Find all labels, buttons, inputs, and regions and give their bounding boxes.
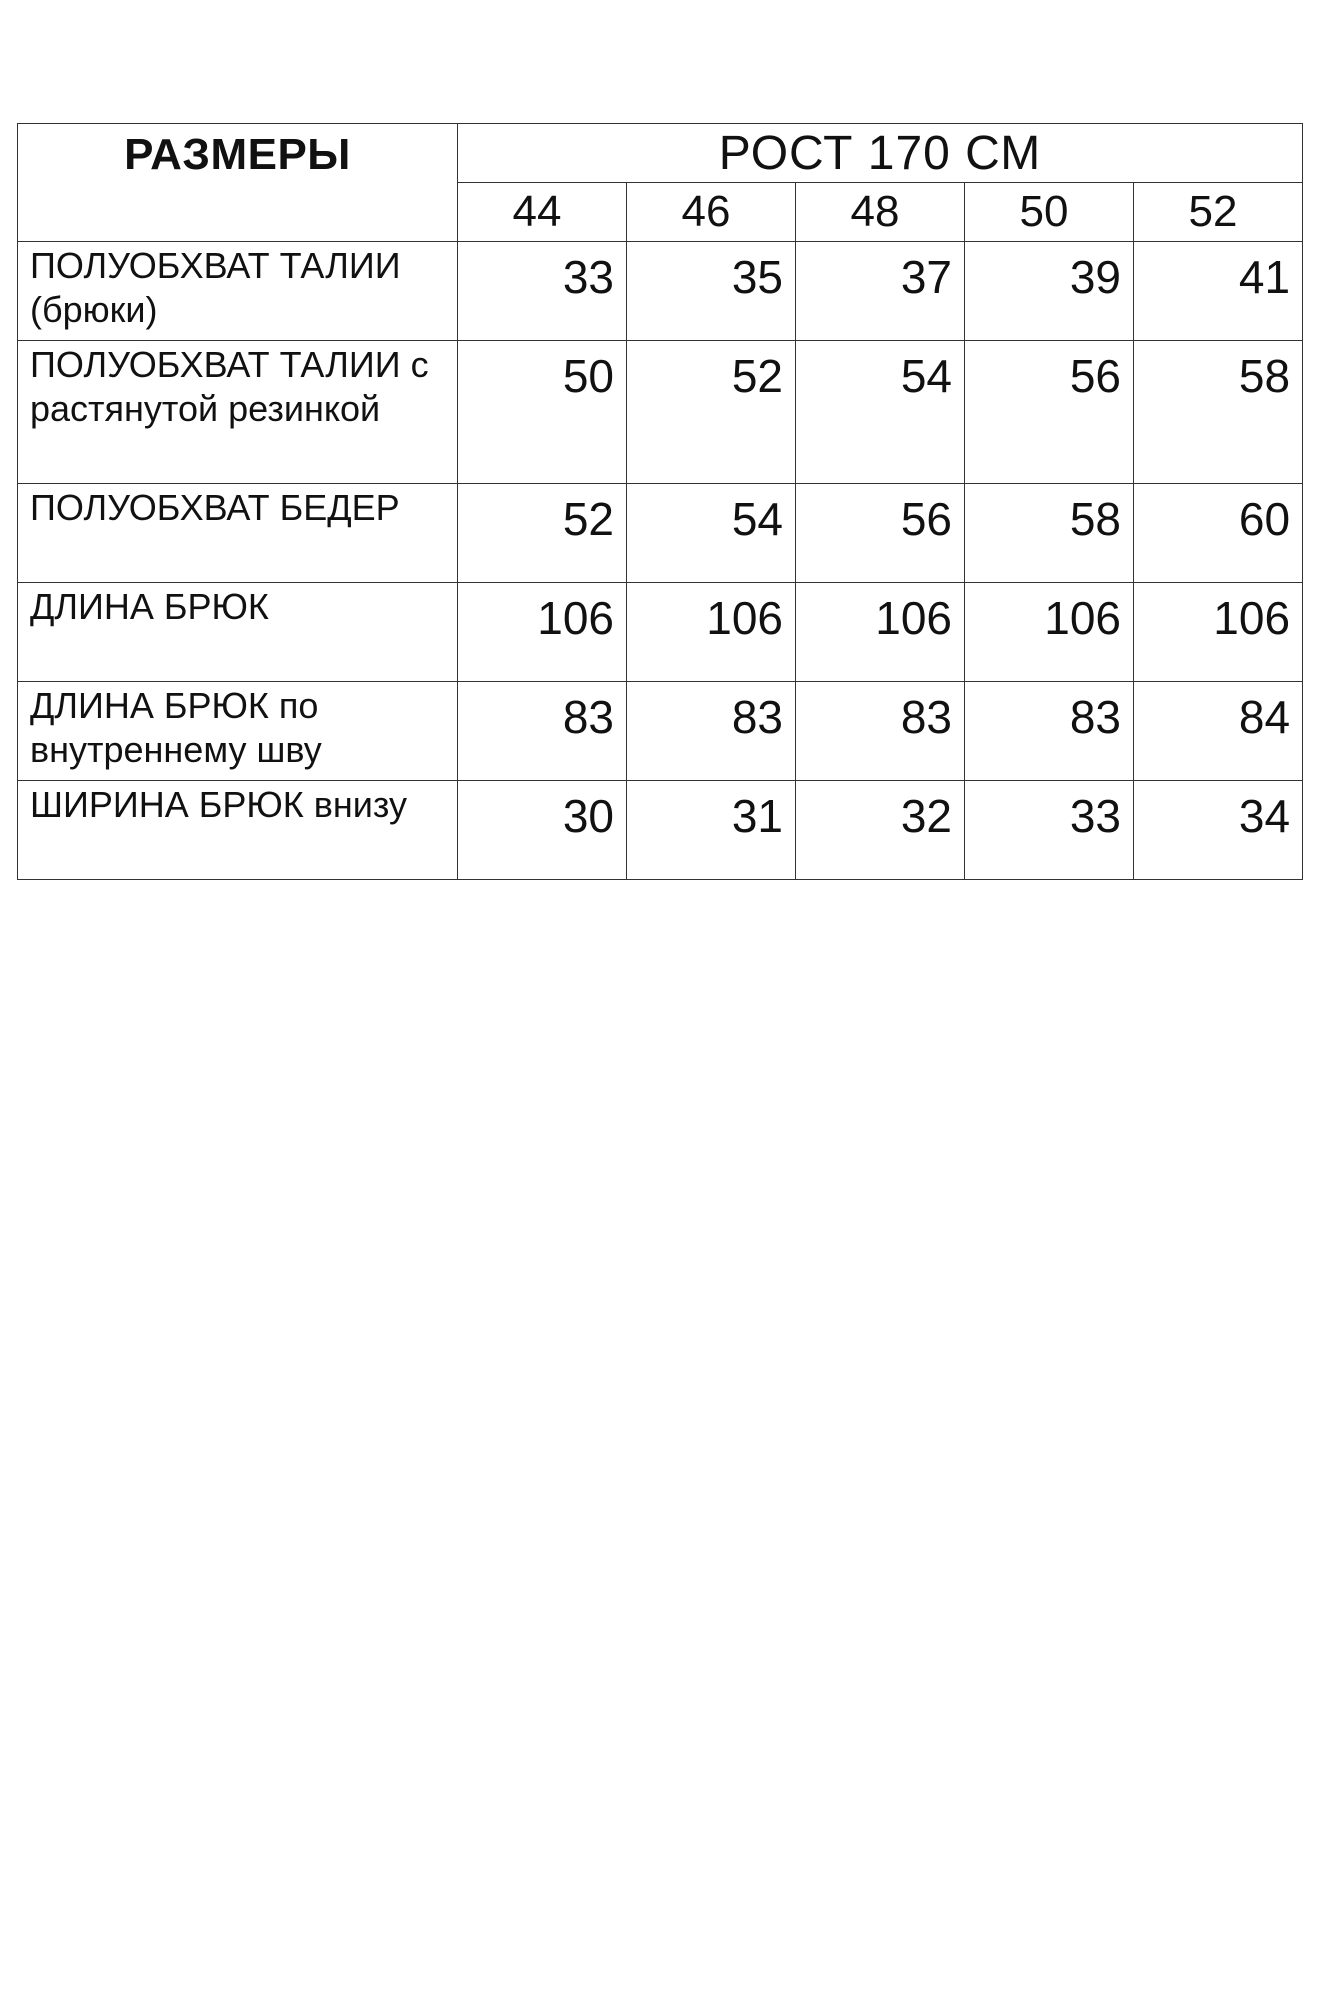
measurement-value: 83 (796, 682, 965, 781)
table-row (18, 242, 1303, 341)
measurement-label: ПОЛУОБХВАТ ТАЛИИ (брюки) (18, 242, 458, 341)
table-row (18, 781, 1303, 880)
measurement-value: 106 (965, 583, 1134, 682)
measurement-value: 31 (627, 781, 796, 880)
size-header: 52 (1134, 183, 1303, 242)
measurement-value: 56 (965, 341, 1134, 484)
measurement-label: ДЛИНА БРЮК (18, 583, 458, 682)
measurement-value: 34 (1134, 781, 1303, 880)
measurement-value: 39 (965, 242, 1134, 341)
size-header: 48 (796, 183, 965, 242)
header-row-top (18, 124, 1303, 183)
measurement-label: ПОЛУОБХВАТ ТАЛИИ с растянутой резинкой (18, 341, 458, 484)
measurement-value: 106 (627, 583, 796, 682)
table-row (18, 484, 1303, 583)
measurement-value: 33 (458, 242, 627, 341)
measurement-label: ДЛИНА БРЮК по внутреннему шву (18, 682, 458, 781)
measurement-value: 83 (627, 682, 796, 781)
table-row (18, 341, 1303, 484)
measurement-value: 35 (627, 242, 796, 341)
height-heading: РОСТ 170 СМ (458, 124, 1303, 183)
measurement-value: 50 (458, 341, 627, 484)
measurement-value: 54 (627, 484, 796, 583)
measurement-value: 32 (796, 781, 965, 880)
size-header: 46 (627, 183, 796, 242)
measurement-label: ПОЛУОБХВАТ БЕДЕР (18, 484, 458, 583)
size-header: 44 (458, 183, 627, 242)
measurement-value: 106 (458, 583, 627, 682)
measurement-value: 37 (796, 242, 965, 341)
table-row (18, 583, 1303, 682)
table-row (18, 682, 1303, 781)
measurement-value: 106 (796, 583, 965, 682)
measurement-value: 30 (458, 781, 627, 880)
measurement-value: 83 (458, 682, 627, 781)
measurement-value: 106 (1134, 583, 1303, 682)
measurement-value: 58 (1134, 341, 1303, 484)
measurement-value: 52 (627, 341, 796, 484)
measurement-value: 83 (965, 682, 1134, 781)
measurement-label: ШИРИНА БРЮК внизу (18, 781, 458, 880)
sizes-heading: РАЗМЕРЫ (18, 124, 458, 242)
measurement-value: 54 (796, 341, 965, 484)
measurement-value: 56 (796, 484, 965, 583)
measurement-value: 58 (965, 484, 1134, 583)
size-header: 50 (965, 183, 1134, 242)
measurement-value: 41 (1134, 242, 1303, 341)
measurement-value: 60 (1134, 484, 1303, 583)
measurement-value: 52 (458, 484, 627, 583)
measurement-value: 33 (965, 781, 1134, 880)
measurement-value: 84 (1134, 682, 1303, 781)
size-chart-table (17, 123, 1303, 880)
